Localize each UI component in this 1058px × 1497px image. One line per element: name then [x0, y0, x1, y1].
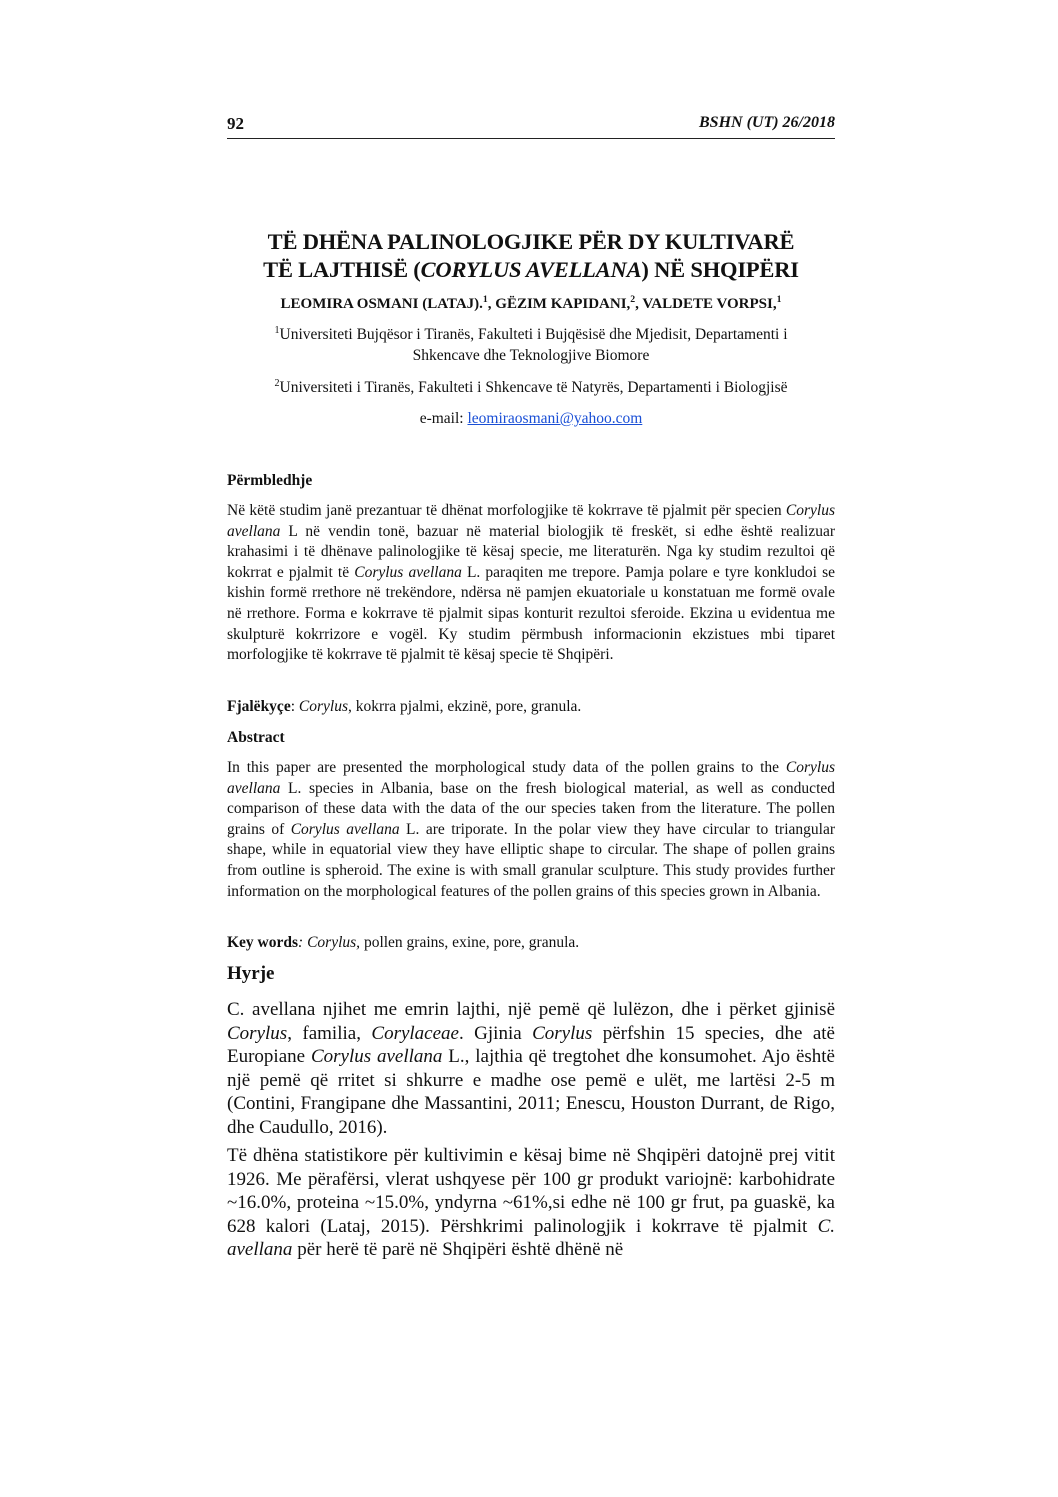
author-separator: , [635, 296, 643, 312]
hyrje-paragraph-1 [227, 998, 835, 1140]
author-name: GËZIM KAPIDANI, [495, 296, 631, 312]
title-species: CORYLUS AVELLANA [420, 257, 642, 282]
affiliation-mark: 2 [274, 377, 280, 389]
fjalekyce-label: Fjalëkyçe [227, 698, 291, 715]
affiliation-2 [227, 377, 835, 398]
text-run: . Gjinia [458, 1022, 533, 1044]
title-line-1: TË DHËNA PALINOLOGJIKE PËR DY KULTIVARË [267, 229, 795, 254]
author-affiliation-mark: 1 [482, 294, 488, 305]
text-run: L. species in Albania, base on the fresh biological material, as well as conducted comparison of these data with the data of the our species taken from the literature. The pollen grains of [227, 779, 835, 838]
taxon-name: Corylus [532, 1022, 593, 1044]
taxon-name: Corylus avellana [310, 1046, 443, 1068]
permbledhje-heading: Përmbledhje [227, 472, 313, 489]
text-run: : [290, 698, 299, 715]
affiliation-text: Universiteti i Tiranës, Fakulteti i Shkencave të Natyrës, Departamenti i Biologjisë [279, 379, 788, 396]
fjalekyce-line [227, 697, 835, 717]
text-run: L. paraqiten me trepore. Pamja polare e tyre konkludoi se kishin formë rrethore në trekëndore, ndërsa në pamjen ekuatoriale u konstatuan me formë ovale në rrethore. Forma e kokrrave të pjalmit sipas konturit rezultoi sferoide. Ekzina u evidentua me skulpturë kokrrizore e vogël. Ky studim përmbush informacionin ekzistues mbi tiparet morfologjike të kokrrave të pjalmit të kësaj specie të Shqipëri. [227, 563, 835, 664]
text-run: përfshin 15 species, dhe atë Europiane [227, 1022, 835, 1068]
page-header [227, 114, 835, 139]
text-run: pollen grains, exine, pore, granula. [360, 934, 580, 951]
affiliation-1 [227, 324, 835, 366]
keywords-line [227, 933, 835, 953]
text-run: : [298, 934, 308, 951]
title-text: TË LAJTHISË ( [263, 257, 421, 282]
text-run: , kokrra pjalmi, ekzinë, pore, granula. [347, 698, 582, 715]
affiliation-line: Shkencave dhe Teknologjive Biomore [412, 347, 650, 364]
affiliation-text: Universiteti Bujqësor i Tiranës, Fakulteti i Bujqësisë dhe Mjedisit, Departamenti i [279, 326, 788, 343]
taxon-name: C. avellana [227, 1215, 835, 1261]
text-run: , familia, [287, 1022, 372, 1044]
species-name: Corylus avellana [227, 759, 835, 797]
species-name: Corylus avellana [290, 820, 400, 838]
journal-reference: BSHN (UT) 26/2018 [699, 114, 835, 131]
hyrje-heading: Hyrje [227, 963, 275, 984]
title-text: ) NË SHQIPËRI [641, 257, 799, 282]
author-name: LEOMIRA OSMANI (LATAJ). [280, 296, 483, 312]
abstract-heading: Abstract [227, 729, 285, 746]
keywords-label: Key words [227, 934, 299, 951]
abstract-text [227, 758, 835, 902]
contact-email [227, 408, 835, 429]
author-affiliation-mark: 2 [630, 294, 636, 305]
text-run: për herë të parë në Shqipëri është dhënë në [292, 1239, 624, 1261]
text-run: In this paper are presented the morphological study data of the pollen grains to the [227, 759, 786, 776]
text-run: L., lajthia që tregtohet dhe konsumohet. Ajo është një pemë që rritet si shkurre e madhe ose pemë e ulët, me lartësi 2-5 m (Contini, Frangipane dhe Massantini, 2011; Enescu, Houston Durrant, de Rigo, dhe Caudullo, 2016). [227, 1046, 835, 1138]
page-number: 92 [227, 114, 244, 133]
taxon-name: Corylus [227, 1022, 288, 1044]
author-list [227, 294, 835, 314]
author-name: VALDETE VORPSI, [642, 296, 777, 312]
species-name: Corylus avellana [354, 563, 462, 581]
text-run: C. avellana njihet me emrin lajthi, një pemë që lulëzon, dhe i përket gjinisë [227, 999, 835, 1020]
title-line-2 [227, 256, 835, 284]
hyrje-paragraph-2 [227, 1144, 835, 1262]
text-run: L. are triporate. In the polar view they have circular to triangular shape, while in equatorial view they have elliptic shape to circular. The shape of pollen grains from outline is spheroid. The exine is with small granular sculpture. This study provides further information on the morphological features of the pollen grains of this species grown in Albania. [227, 820, 836, 900]
text-run: Në këtë studim janë prezantuar të dhënat morfologjike të kokrrave të pjalmit për specien [227, 502, 786, 519]
affiliation-line [227, 324, 835, 345]
author-separator: , [487, 296, 496, 312]
email-label: e-mail: [419, 410, 468, 427]
text-run: Të dhëna statistikore për kultivimin e kësaj bime në Shqipëri datojnë prej vitit 1926. Me përafërsi, vlerat ushqyese për 100 gr produkt variojnë: karbohidrate ~16.0%, proteina ~15.0%, yndyrna ~61%,si edhe në 100 gr frut, pa guaskë, ka 628 kalori (Lataj, 2015). Përshkrimi palinologjik i kokrrave të pjalmit [227, 1145, 835, 1237]
keyword-italic: Corylus [298, 698, 348, 715]
author-affiliation-mark: 1 [776, 294, 782, 305]
permbledhje-text [227, 501, 835, 666]
affiliation-mark: 1 [274, 324, 280, 336]
paper-title [227, 228, 835, 284]
text-run: L në vendin tonë, bazuar në material biologjik të freskët, si edhe është realizuar krahasimi i të dhënave palinologjike të kësaj specie, me literaturën. Nga ky studim rezultoi që kokrrat e pjalmit të [227, 522, 835, 581]
taxon-name: Corylaceae [371, 1022, 459, 1044]
species-name: Corylus avellana [227, 502, 835, 540]
email-link[interactable]: leomiraosmani@yahoo.com [467, 410, 643, 427]
keyword-italic: Corylus, [307, 934, 361, 951]
